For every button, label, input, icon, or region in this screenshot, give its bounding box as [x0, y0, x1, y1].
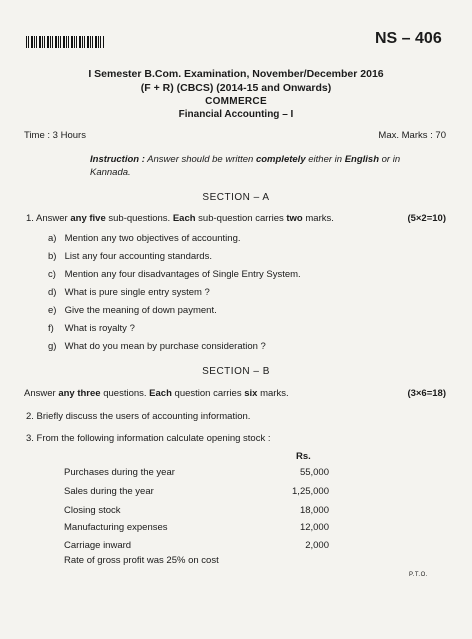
data-row: Carriage inward 2,000 — [64, 540, 329, 551]
pto-note: P.T.O. — [409, 572, 428, 578]
max-marks: Max. Marks : 70 — [378, 130, 446, 141]
question-1-marks: (5×2=10) — [407, 213, 446, 224]
sub-question-b: b) List any four accounting standards. — [48, 251, 212, 262]
subject: COMMERCE — [205, 96, 267, 107]
paper-name: Financial Accounting – I — [178, 109, 294, 120]
data-row: Closing stock 18,000 — [64, 505, 329, 516]
sub-question-g: g) What do you mean by purchase consideration ? — [48, 341, 266, 352]
section-a-title: SECTION – A — [202, 192, 270, 203]
time-allowed: Time : 3 Hours — [24, 130, 86, 141]
question-3: 3. From the following information calculate opening stock : — [26, 433, 271, 444]
question-1: 1. Answer any five sub-questions. Each sub-question carries two marks. — [26, 213, 334, 224]
instruction-label: Instruction : — [90, 154, 145, 165]
section-b-marks: (3×6=18) — [407, 388, 446, 399]
exam-title: I Semester B.Com. Examination, November/December 2016 — [88, 68, 384, 80]
sub-question-d: d) What is pure single entry system ? — [48, 287, 210, 298]
sub-question-a: a) Mention any two objectives of accounting. — [48, 233, 241, 244]
question-2: 2. Briefly discuss the users of accounting information. — [26, 411, 251, 422]
paper-code: NS – 406 — [375, 30, 442, 47]
exam-scheme: (F + R) (CBCS) (2014-15 and Onwards) — [140, 82, 332, 94]
barcode — [26, 36, 104, 48]
section-b-title: SECTION – B — [202, 366, 270, 377]
data-row: Purchases during the year 55,000 — [64, 467, 329, 478]
gross-profit-rate: Rate of gross profit was 25% on cost — [64, 555, 219, 566]
instruction: Instruction : Answer should be written completely either in English or in Kannada. — [90, 154, 401, 178]
sub-question-e: e) Give the meaning of down payment. — [48, 305, 217, 316]
data-row: Sales during the year 1,25,000 — [64, 486, 329, 497]
sub-question-c: c) Mention any four disadvantages of Single Entry System. — [48, 269, 301, 280]
data-row: Manufacturing expenses 12,000 — [64, 522, 329, 533]
section-b-instruction: Answer any three questions. Each question carries six marks. — [24, 388, 289, 399]
sub-question-f: f) What is royalty ? — [48, 323, 135, 334]
rs-header: Rs. — [296, 451, 311, 462]
